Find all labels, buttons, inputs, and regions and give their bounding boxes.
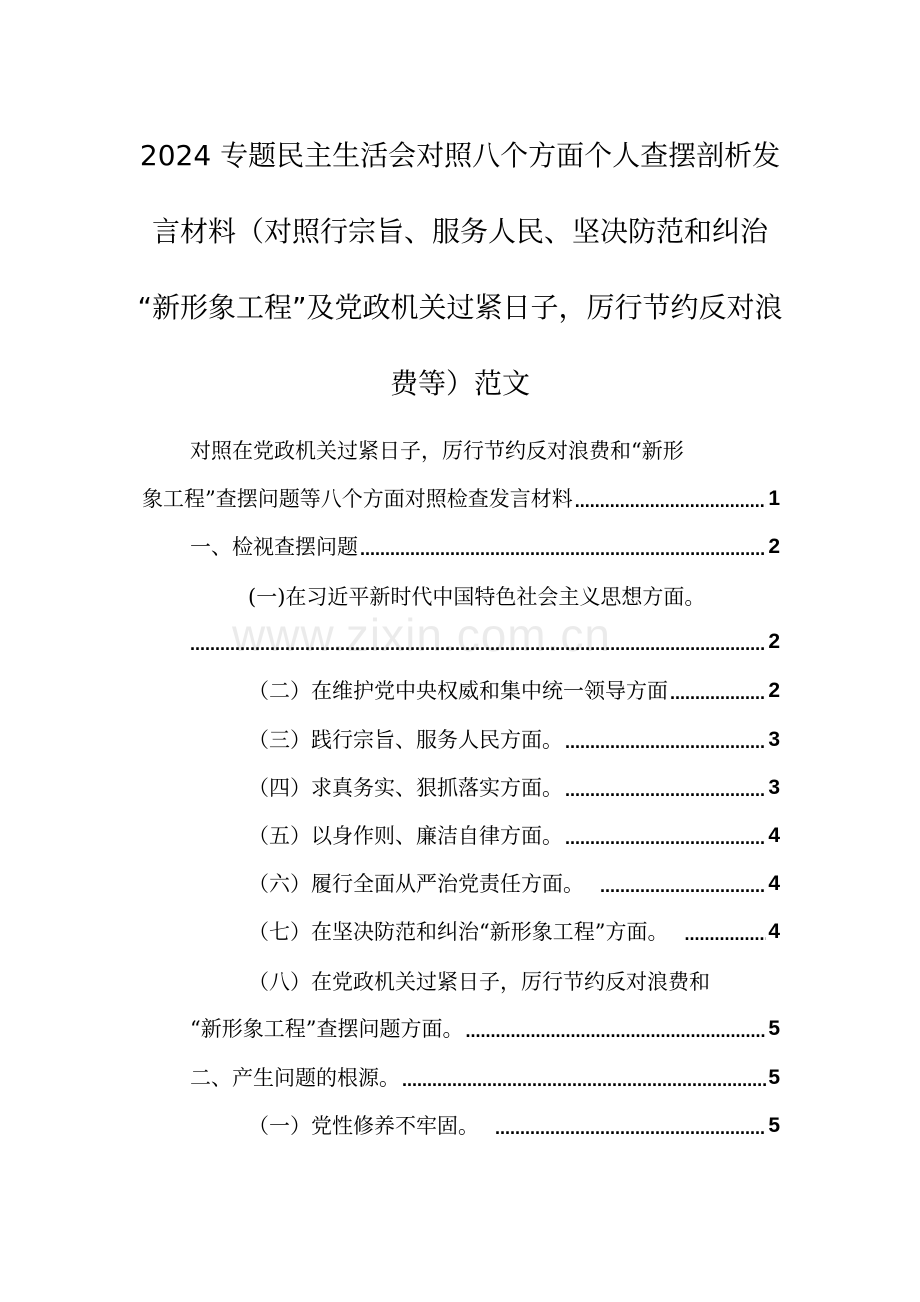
toc-leader-dots: [190, 629, 766, 659]
toc-leader-dots: [575, 486, 767, 516]
toc-page-number: 1: [768, 487, 780, 510]
toc-entry-0[interactable]: [142, 482, 780, 516]
toc-leader-dots: [402, 1065, 766, 1095]
toc-leader-dots: [565, 727, 766, 757]
toc-leader-dots: [600, 871, 766, 901]
toc-entry-label: 一、检视查摆问题: [190, 535, 358, 559]
toc-entry-8[interactable]: [248, 915, 780, 949]
title-line-3: “新形象工程”及党政机关过紧日子，厉行节约反对浪: [137, 291, 783, 324]
toc-page-number: 2: [768, 630, 780, 653]
toc-entry-2[interactable]: [190, 625, 780, 659]
toc-leader-dots: [670, 678, 766, 708]
toc-leader-dots: [565, 823, 766, 853]
title-line-2: 言材料（对照行宗旨、服务人民、坚决防范和纠治: [151, 215, 768, 248]
toc-leader-dots: [465, 1016, 766, 1046]
toc-page-number: 2: [768, 535, 780, 558]
toc-entry-1[interactable]: [190, 530, 780, 564]
title-line-1: 2024 专题民主生活会对照八个方面个人查摆剖析发: [139, 139, 781, 172]
toc-entry-label: （七）在坚决防范和纠治“新形象工程”方面。: [248, 920, 669, 944]
toc-entry-0-line-2: 象工程”查摆问题等八个方面对照检查发言材料: [142, 487, 573, 511]
toc-page-number: 4: [768, 824, 780, 847]
title-line-4: 费等）范文: [389, 367, 530, 400]
toc-page-number: 5: [768, 1066, 780, 1089]
toc-entry-3[interactable]: [248, 674, 780, 708]
toc-entry-label: （四）求真务实、狠抓落实方面。: [248, 776, 563, 800]
toc-entry-label: （三）践行宗旨、服务人民方面。: [248, 728, 563, 752]
toc-leader-dots: [565, 775, 766, 805]
toc-entry-4[interactable]: [248, 723, 780, 757]
toc-entry-9-line-2: “新形象工程”查摆问题方面。: [190, 1017, 464, 1041]
toc-entry-label: （一）党性修养不牢固。: [248, 1114, 479, 1138]
toc-entry-6[interactable]: [248, 819, 780, 853]
toc-entry-10[interactable]: [190, 1061, 780, 1095]
toc-entry-label: （六）履行全面从严治党责任方面。: [248, 872, 584, 896]
toc-leader-dots: [495, 1113, 766, 1143]
toc-page-number: 3: [768, 728, 780, 751]
toc-page-number: 3: [768, 776, 780, 799]
toc-entry-9[interactable]: [190, 1012, 780, 1046]
toc-entry-label: 二、产生问题的根源。: [190, 1066, 400, 1090]
toc-page-number: 4: [768, 920, 780, 943]
toc-entry-label: （五）以身作则、廉洁自律方面。: [248, 824, 563, 848]
watermark: www.zixin.com.cn: [232, 609, 611, 661]
toc-entry-2-line-1[interactable]: (一)在习近平新时代中国特色社会主义思想方面。: [248, 585, 706, 609]
toc-entry-5[interactable]: [248, 771, 780, 805]
toc-entry-7[interactable]: [248, 867, 780, 901]
toc-leader-dots: [360, 534, 766, 564]
toc-page-number: 5: [768, 1017, 780, 1040]
toc-entry-11[interactable]: [248, 1109, 780, 1143]
toc-entry-9-line-1[interactable]: （八）在党政机关过紧日子，厉行节约反对浪费和: [248, 970, 710, 994]
toc-page-number: 5: [768, 1114, 780, 1137]
toc-page-number: 2: [768, 679, 780, 702]
toc-leader-dots: [684, 919, 766, 949]
toc-page-number: 4: [768, 872, 780, 895]
toc-entry-label: （二）在维护党中央权威和集中统一领导方面: [248, 679, 668, 703]
toc-entry-0-line-1[interactable]: 对照在党政机关过紧日子，厉行节约反对浪费和“新形: [190, 439, 684, 463]
